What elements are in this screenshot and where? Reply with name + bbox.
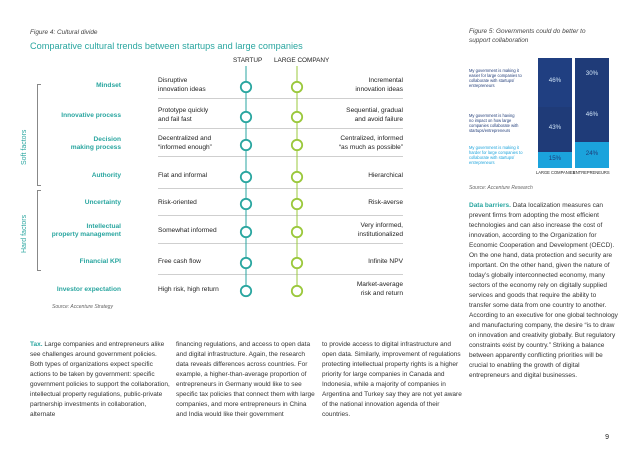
figure5-caption [469, 27, 619, 45]
large-company-trait-line: Very informed, [360, 222, 403, 230]
large-company-trait-line: Infinite NPV [368, 257, 403, 265]
legend-entry-line: easier for large companies to [469, 73, 522, 78]
legend-entry-line: collaborate with startups/ [469, 155, 515, 160]
large-company-marker [292, 199, 302, 209]
legend-entry-line: My government is having [469, 113, 515, 118]
factor-label-line: Authority [91, 171, 121, 179]
startup-trait-line: Free cash flow [158, 257, 201, 265]
large-company-trait-line: “as much as possible” [338, 143, 403, 151]
bar-value-label: 43% [548, 124, 562, 132]
factor-label-line: Intellectual [86, 222, 121, 230]
text-column-2: financing regulations, and access to open data and digital infrastructure. Again, the research data reveals differences across countries. For example, a higher-than-average proportion of entrepreneurs in Germany would like to see specific tax policies that connect them with large companies, and more entrepreneurs in China and India would like their government [176, 341, 315, 418]
legend-entry-line: startups/entrepreneurs [469, 128, 511, 133]
figure4-source: Source: Accenture Strategy [52, 304, 113, 310]
large-company-trait-line: risk and return [360, 289, 403, 297]
factor-label-line: Mindset [96, 81, 121, 89]
large-company-marker [292, 82, 302, 92]
figure5-caption-line: Figure 5: Governments could do better to [469, 28, 586, 35]
startup-trait-line: Flat and informal [158, 171, 208, 179]
startup-trait-line: innovation ideas [158, 85, 206, 93]
factor-label-line: Investor expectation [56, 285, 121, 293]
startup-marker [241, 227, 251, 237]
large-company-trait-line: innovation ideas [355, 85, 403, 93]
bar-value-label: 24% [585, 149, 599, 157]
large-company-marker [292, 172, 302, 182]
figure5-source: Source: Accenture Research [469, 185, 533, 191]
data-barriers-text: Data localization measures can prevent firms from adopting the most efficient technologies and can also increase the cost of innovation, according to the Organization for Economic Cooperation and Development (OECD). On the one hand, data protection and security are important. On the other hand, given the nature of today’s globally interconnected economy, many sectors of the economy rely on digitally supplied services and goods that require the ability to transfer some data from one country to another. According to an executive for one global technology and manufacturing company, the desire “is to draw on innovation and creativity globally. But regulatory constraints exist by country.” Striking a balance between apparently conflicting priorities will be crucial to enabling the growth of digital entrepreneurs and digital businesses. [469, 202, 618, 379]
legend-entry [469, 113, 533, 133]
large-company-trait-line: Risk-averse [368, 198, 403, 206]
legend-entry [469, 145, 533, 165]
category-label: LARGE COMPANIES [536, 170, 576, 175]
figure4-caption: Figure 4: Cultural divide [30, 29, 98, 36]
large-company-trait-line: Market-average [356, 281, 403, 289]
large-company-column-header: LARGE COMPANY [274, 57, 330, 64]
text-column-3: to provide access to digital infrastructure and open data. Similarly, improvement of regulations protecting intellectual property rights is a higher priority for large companies in Canada and Indonesia, while a majority of companies in Argentina and Turkey say they are not yet aware of the national innovation agenda of their countries. [322, 341, 462, 418]
startup-trait-line: and fail fast [158, 115, 192, 123]
startup-marker [241, 172, 251, 182]
factor-label-line: Financial KPI [79, 257, 121, 265]
large-company-trait-line: Sequential, gradual [346, 107, 403, 115]
factor-label-line: Innovative process [61, 111, 121, 119]
startup-marker [241, 82, 251, 92]
legend-entry-line: no impact on how large [469, 118, 512, 123]
bar-value-label: 46% [585, 111, 599, 119]
startup-marker [241, 199, 251, 209]
startup-trait-line: “informed enough” [158, 143, 212, 151]
figure5-caption-line: support collaboration [469, 37, 529, 44]
startup-trait-line: Prototype quickly [158, 107, 209, 115]
startup-column-header: STARTUP [233, 57, 263, 64]
startup-trait-line: Risk-oriented [158, 198, 197, 206]
legend-entry-line: companies collaborate with [469, 123, 519, 128]
bar-value-label: 46% [548, 77, 562, 85]
bar-value-label: 15% [548, 155, 562, 163]
text-column-1 [30, 340, 170, 420]
figure4-title: Comparative cultural trends between startups and large companies [30, 41, 303, 51]
page-number: 9 [605, 434, 609, 441]
large-company-marker [292, 140, 302, 150]
data-barriers-lead: Data barriers. [469, 202, 511, 209]
startup-trait-line: High risk, high return [158, 285, 219, 293]
tax-lead: Tax. [30, 341, 43, 348]
legend-entry [469, 68, 533, 88]
legend-entry-line: My government is making it [469, 68, 519, 73]
large-company-trait-line: Hierarchical [368, 171, 403, 179]
legend-entry-line: entrepreneurs [469, 160, 495, 165]
text-column-4 [469, 201, 619, 381]
startup-marker [241, 140, 251, 150]
legend-entry-line: My government is making it [469, 145, 519, 150]
large-company-trait-line: Incremental [368, 77, 403, 85]
startup-trait-line: Disruptive [158, 77, 188, 85]
startup-marker [241, 258, 251, 268]
large-company-marker [292, 258, 302, 268]
startup-marker [241, 286, 251, 296]
category-label: ENTREPRENEURS [573, 170, 610, 175]
large-company-trait-line: institutionalized [357, 230, 403, 238]
legend-entry-line: collaborate with startups/ [469, 78, 515, 83]
large-company-trait-line: and avoid failure [354, 115, 403, 123]
factor-label-line: property management [51, 231, 121, 238]
soft-factors-axis-label: Soft factors [21, 129, 28, 165]
bar-value-label: 30% [585, 69, 599, 77]
large-company-marker [292, 286, 302, 296]
startup-trait-line: Decentralized and [158, 135, 212, 143]
large-company-marker [292, 227, 302, 237]
factor-label-line: Uncertainty [84, 198, 121, 206]
large-company-trait-line: Centralized, informed [340, 135, 403, 143]
large-company-marker [292, 112, 302, 122]
startup-marker [241, 112, 251, 122]
factor-label-line: Decision [93, 135, 121, 143]
legend-entry-line: entrepreneurs [469, 83, 495, 88]
startup-trait-line: Somewhat informed [158, 226, 217, 234]
tax-text: Large companies and entrepreneurs alike see challenges around government policies. Both types of organizations expect specific actions to be taken by government: specific government policies to support the collaboration, intellectual property regulations, public-private partnership investments in collaboration, alternate [30, 341, 170, 418]
factor-label-line: making process [70, 144, 121, 151]
legend-entry-line: harder for large companies to [469, 150, 523, 155]
hard-factors-axis-label: Hard factors [21, 214, 28, 253]
